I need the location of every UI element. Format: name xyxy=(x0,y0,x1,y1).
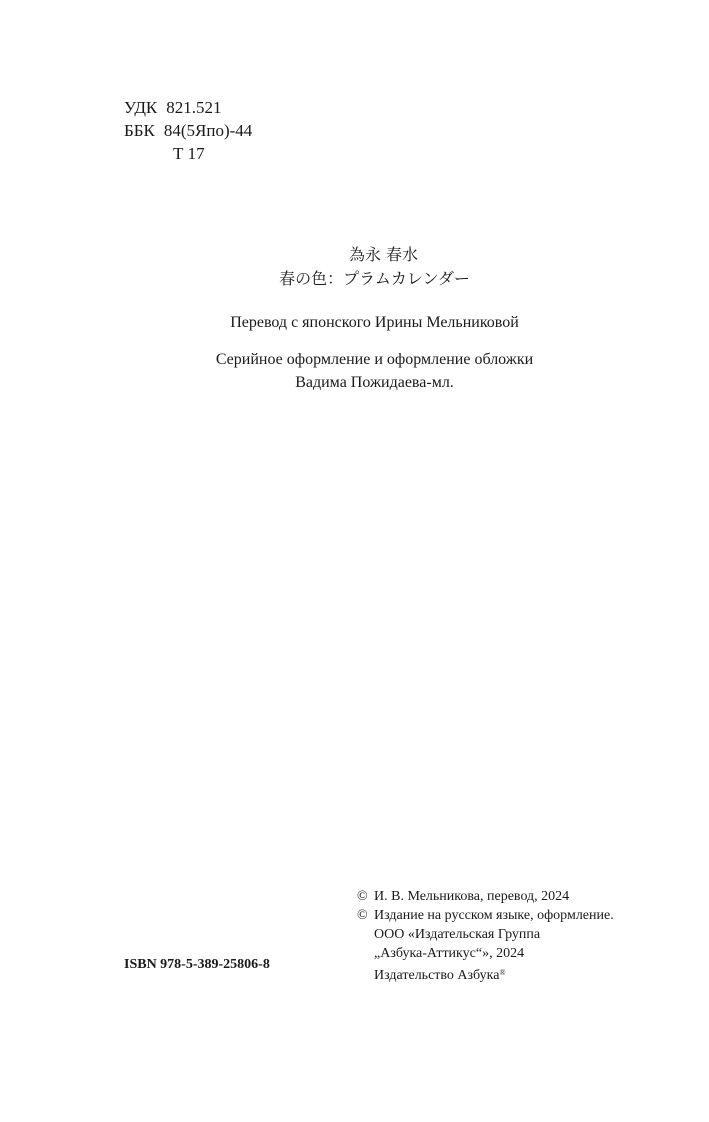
bbk-row xyxy=(124,119,252,142)
copyright-translation: И. В. Мельникова, перевод, 2024 xyxy=(374,889,570,904)
copyright-line-3 xyxy=(357,925,614,944)
udk-row xyxy=(124,96,252,119)
copyright-symbol: © xyxy=(357,889,368,904)
copyright-line-4 xyxy=(357,944,614,963)
original-author: 為永 春水 xyxy=(348,245,419,264)
original-title: 春の色：プラムカレンダー xyxy=(279,269,470,288)
bbk-label: ББК xyxy=(124,121,155,140)
design-line-2: Вадима Пожидаева-мл. xyxy=(295,374,454,391)
copyright-symbol: © xyxy=(357,908,368,923)
author-mark: Т 17 xyxy=(173,144,205,163)
design-line-1: Серийное оформление и оформление обложки xyxy=(215,351,534,368)
copyright-block xyxy=(357,887,614,985)
udk-label: УДК xyxy=(124,98,158,117)
publisher-group-name: „Азбука-Аттикус“», 2024 xyxy=(374,946,525,961)
isbn: ISBN 978-5-389-25806-8 xyxy=(124,957,270,972)
copyright-line-5 xyxy=(357,963,614,985)
publisher-group: ООО «Издательская Группа xyxy=(374,927,541,942)
design-credit xyxy=(0,348,709,394)
copyright-line-1 xyxy=(357,887,614,906)
original-title-block xyxy=(0,243,709,291)
registered-mark: ® xyxy=(499,968,506,977)
translator-line: Перевод с японского Ирины Мельниковой xyxy=(230,314,519,331)
translator-credit xyxy=(0,311,709,334)
udk-value: 821.521 xyxy=(166,98,222,117)
bbk-value: 84(5Япо)-44 xyxy=(163,121,253,140)
copyright-line-2 xyxy=(357,906,614,925)
classification-block xyxy=(124,96,252,165)
copyright-edition: Издание на русском языке, оформление. xyxy=(374,908,614,923)
publisher-imprint: Издательство Азбука xyxy=(374,968,500,983)
